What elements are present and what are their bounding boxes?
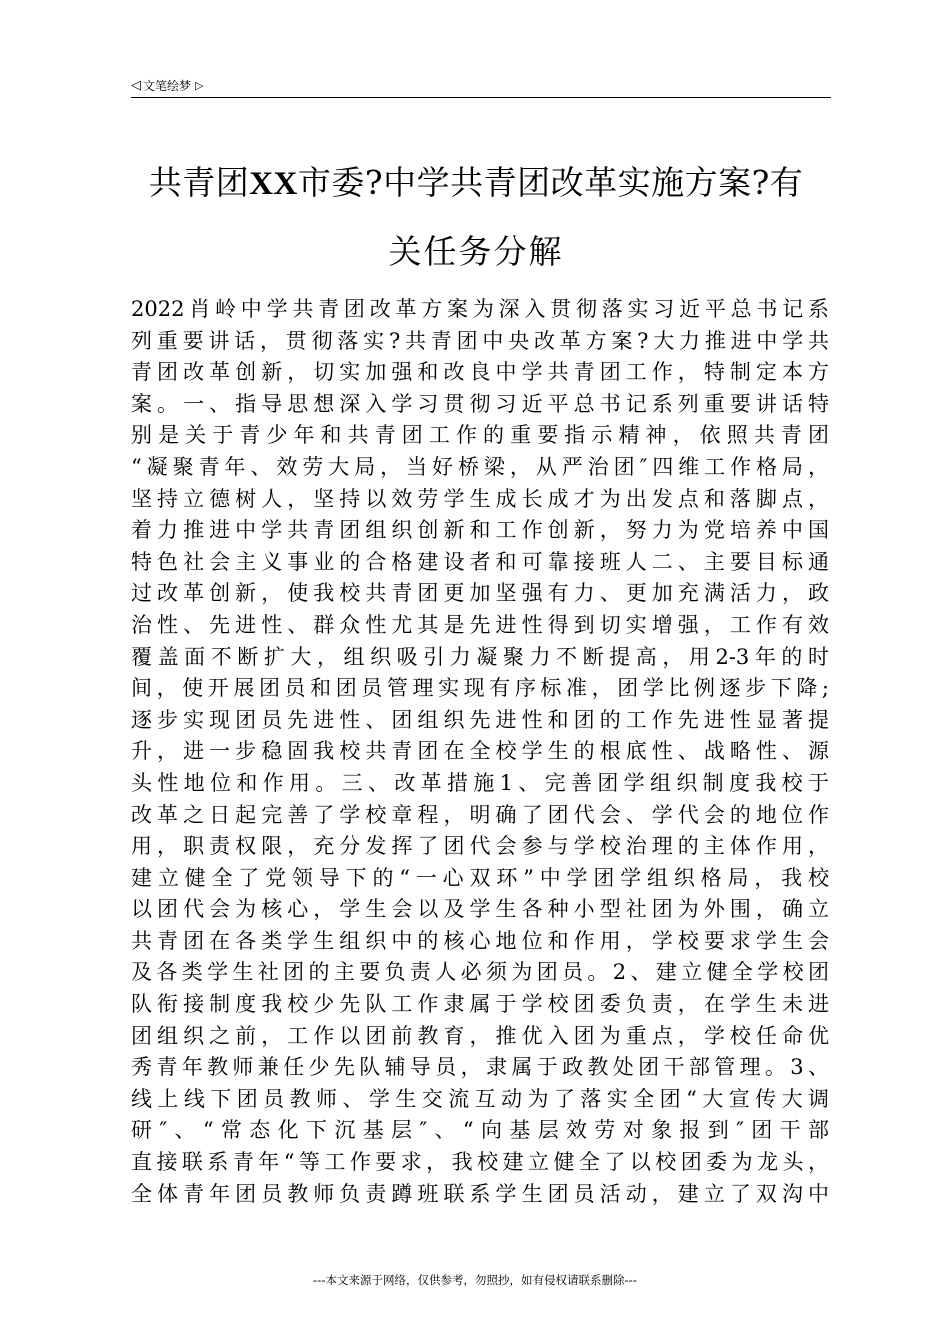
body-line: 以团代会为核心，学生会以及学生各种小型社团为外围，确立: [131, 897, 829, 922]
body-line: 逐步实现团员先进性、团组织先进性和团的工作先进性显著提: [131, 707, 829, 732]
body-line: 共青团在各类学生组织中的核心地位和作用，学校要求学生会: [131, 928, 829, 953]
document-title: [120, 160, 832, 275]
header-divider: [131, 97, 831, 98]
body-line: 间，使开展团员和团员管理实现有序标准，团学比例逐步下降;: [131, 676, 829, 701]
footer-notice: ---本文来源于网络，仅供参考，勿照抄，如有侵权请联系删除---: [313, 1273, 637, 1287]
body-line: 案。一、指导思想深入学习贯彻习近平总书记系列重要讲话特: [131, 391, 829, 416]
body-line: 建立健全了党领导下的“一心双环”中学团学组织格局，我校: [131, 865, 829, 890]
body-line: 及各类学生社团的主要负责人必须为团员。2、建立健全学校团: [131, 960, 829, 985]
body-line: 过改革创新，使我校共青团更加坚强有力、更加充满活力，政: [131, 581, 829, 606]
body-line: 改革之日起完善了学校章程，明确了团代会、学代会的地位作: [131, 802, 829, 827]
title-line-2: 关任务分解: [388, 232, 564, 271]
title-part-2: 市委?中学共青团改革实施方案?有: [297, 163, 804, 202]
page-header: [131, 74, 831, 98]
body-line: 2022肖岭中学共青团改革方案为深入贯彻落实习近平总书记系: [131, 297, 829, 321]
body-line: 治性、先进性、群众性尤其是先进性得到切实增强，工作有效: [131, 612, 829, 637]
body-line: 着力推进中学共青团组织创新和工作创新，努力为党培养中国: [131, 518, 829, 543]
triangle-left-icon: ◁: [131, 78, 141, 93]
body-line: 特色社会主义事业的合格建设者和可靠接班人二、主要目标通: [131, 549, 829, 574]
triangle-right-icon: ▷: [195, 79, 204, 92]
body-line: 全体青年团员教师负责蹲班联系学生团员活动，建立了双沟中: [131, 1181, 829, 1206]
body-line: 头性地位和作用。三、改革措施1、完善团学组织制度我校于: [131, 770, 829, 795]
body-line: 用，职责权限，充分发挥了团代会参与学校治理的主体作用，: [131, 834, 829, 859]
body-line: 秀青年教师兼任少先队辅导员，隶属于政教处团干部管理。3、: [131, 1055, 829, 1080]
title-part-1: 共青团: [148, 163, 250, 202]
body-line: 研″、“常态化下沉基层″、“向基层效劳对象报到″团干部: [131, 1118, 829, 1143]
title-line-1: [120, 160, 832, 207]
body-line: “凝聚青年、效劳大局，当好桥梁，从严治团″四维工作格局，: [131, 454, 829, 479]
title-latin: XX: [249, 166, 298, 202]
brand-label: 文笔绘梦: [143, 79, 192, 93]
body-line: 团组织之前，工作以团前教育，推优入团为重点，学校任命优: [131, 1023, 829, 1048]
body-line: 线上线下团员教师、学生交流互动为了落实全团“大宣传大调: [131, 1086, 829, 1111]
body-line: 队衔接制度我校少先队工作隶属于学校团委负责，在学生未进: [131, 992, 829, 1017]
body-line: 别是关于青少年和共青团工作的重要指示精神，依照共青团: [131, 423, 829, 448]
body-line: 直接联系青年“等工作要求，我校建立健全了以校团委为龙头，: [131, 1150, 829, 1175]
document-body: [131, 294, 829, 1210]
body-line: 坚持立德树人，坚持以效劳学生成长成才为出发点和落脚点，: [131, 486, 829, 511]
body-line: 升，进一步稳固我校共青团在全校学生的根底性、战略性、源: [131, 739, 829, 764]
body-line: 列重要讲话，贯彻落实?共青团中央改革方案?大力推进中学共: [131, 328, 829, 353]
body-line: 覆盖面不断扩大，组织吸引力凝聚力不断提高，用2-3年的时: [131, 644, 829, 669]
body-line: 青团改革创新，切实加强和改良中学共青团工作，特制定本方: [131, 360, 829, 385]
